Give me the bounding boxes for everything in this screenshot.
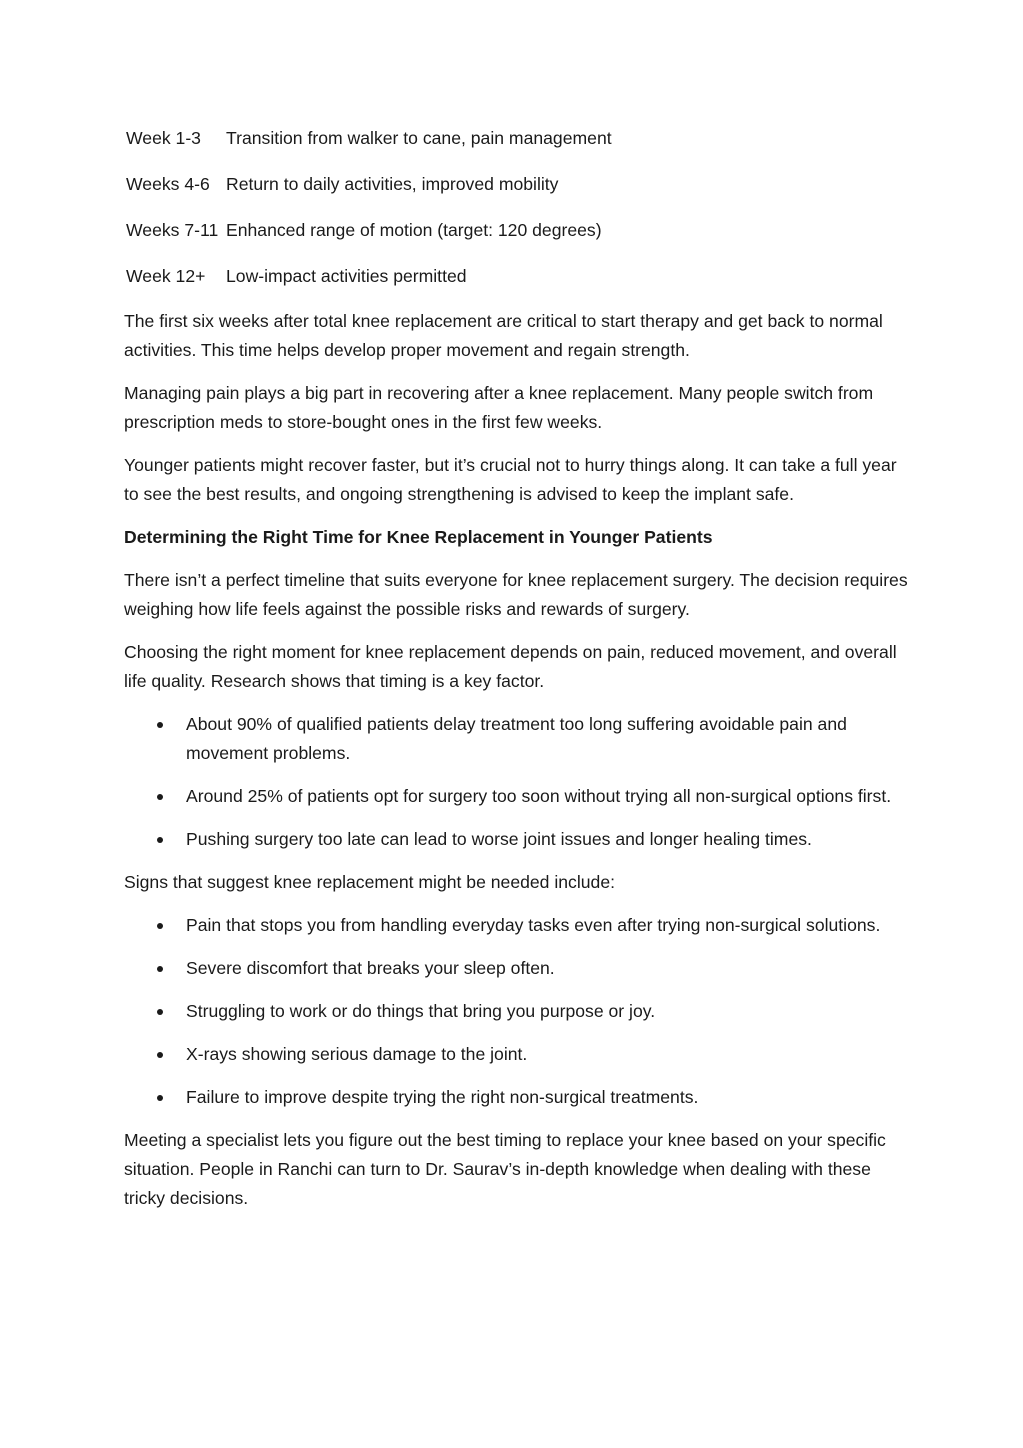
list-item-text: Pushing surgery too late can lead to worse joint issues and longer healing times. (186, 829, 812, 849)
list-item-text: About 90% of qualified patients delay treatment too long suffering avoidable pain and movement problems. (186, 714, 847, 763)
list-item (124, 911, 914, 940)
list-item-text: Failure to improve despite trying the right non-surgical treatments. (186, 1087, 699, 1107)
list-item (124, 710, 914, 768)
timeline-description: Low-impact activities permitted (226, 266, 467, 286)
bullet-icon (157, 923, 163, 929)
bullet-icon (157, 1052, 163, 1058)
timeline-week: Weeks 7-11 (126, 220, 219, 240)
timeline-week: Weeks 4-6 (126, 174, 210, 194)
bullet-icon (157, 1009, 163, 1015)
timeline-week: Week 1-3 (126, 128, 201, 148)
paragraph: Signs that suggest knee replacement might be needed include: (124, 872, 615, 892)
list-item (124, 825, 914, 854)
timeline-description: Return to daily activities, improved mobility (226, 174, 559, 194)
list-item-text: Struggling to work or do things that bring you purpose or joy. (186, 1001, 656, 1021)
list-item-text: Around 25% of patients opt for surgery too soon without trying all non-surgical options first. (186, 786, 892, 806)
list-item (124, 1083, 914, 1112)
list-item (124, 1040, 914, 1069)
list-item-text: Severe discomfort that breaks your sleep often. (186, 958, 555, 978)
bullet-icon (157, 837, 163, 843)
paragraph: The first six weeks after total knee replacement are critical to start therapy and get back to normal activities. This time helps develop proper movement and regain strength. (124, 311, 883, 360)
signs-bullet-list (124, 911, 914, 1112)
paragraph: Managing pain plays a big part in recovering after a knee replacement. Many people switch from prescription meds to store-bought ones in the first few weeks. (124, 383, 874, 432)
paragraph: There isn’t a perfect timeline that suits everyone for knee replacement surgery. The decision requires weighing how life feels against the possible risks and rewards of surgery. (124, 570, 908, 619)
document-content (124, 124, 914, 1227)
section-heading: Determining the Right Time for Knee Replacement in Younger Patients (124, 527, 713, 547)
timeline-row (126, 170, 914, 199)
timeline-description: Enhanced range of motion (target: 120 degrees) (226, 220, 602, 240)
bullet-icon (157, 794, 163, 800)
paragraph: Younger patients might recover faster, but it’s crucial not to hurry things along. It can take a full year to see the best results, and ongoing strengthening is advised to keep the implant safe. (124, 455, 897, 504)
list-item (124, 954, 914, 983)
timeline-row (126, 124, 914, 153)
timeline-description: Transition from walker to cane, pain management (226, 128, 612, 148)
bullet-icon (157, 722, 163, 728)
list-item-text: X-rays showing serious damage to the joint. (186, 1044, 528, 1064)
timeline-row (126, 216, 914, 245)
recovery-timeline (126, 124, 914, 291)
bullet-icon (157, 966, 163, 972)
timeline-row (126, 262, 914, 291)
timeline-week: Week 12+ (126, 266, 206, 286)
list-item (124, 997, 914, 1026)
paragraph: Choosing the right moment for knee replacement depends on pain, reduced movement, and overall life quality. Research shows that timing is a key factor. (124, 642, 897, 691)
list-item (124, 782, 914, 811)
list-item-text: Pain that stops you from handling everyday tasks even after trying non-surgical solutions. (186, 915, 881, 935)
bullet-icon (157, 1095, 163, 1101)
timing-bullet-list (124, 710, 914, 854)
paragraph: Meeting a specialist lets you figure out the best timing to replace your knee based on your specific situation. People in Ranchi can turn to Dr. Saurav’s in-depth knowledge when dealing with these tricky decisions. (124, 1130, 886, 1208)
